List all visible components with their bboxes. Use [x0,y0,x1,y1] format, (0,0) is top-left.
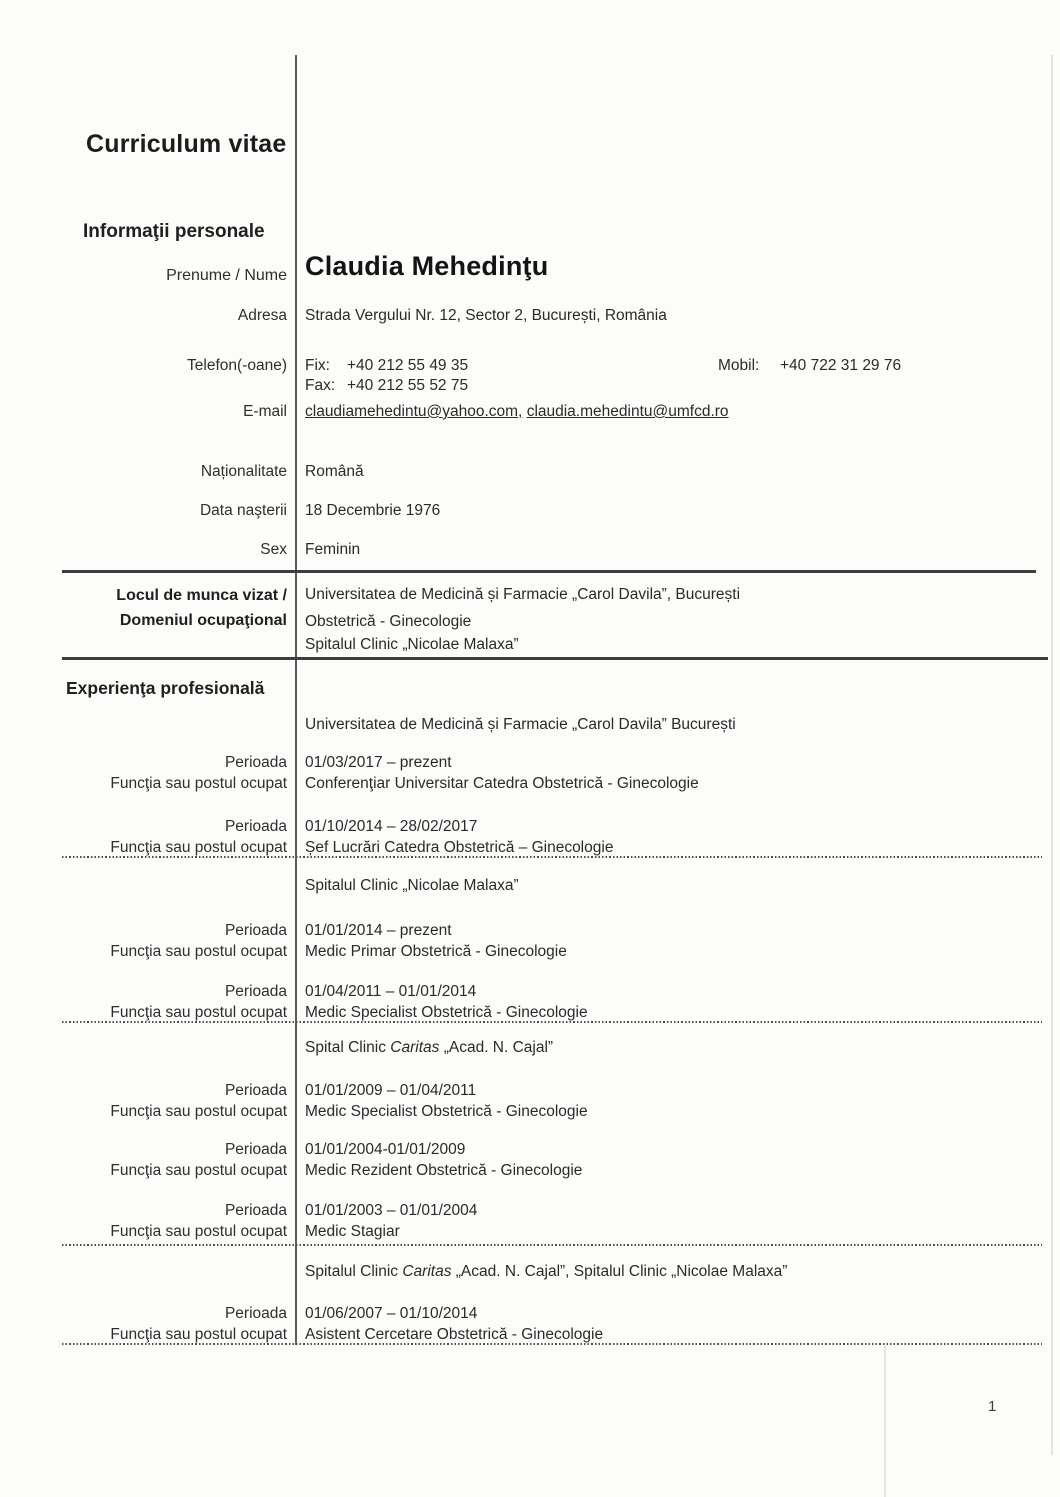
phone-fax-row [305,376,468,396]
fax-value: +40 212 55 52 75 [347,377,469,394]
phone-label: Telefon(-oane) [187,357,287,374]
position-label: Funcţia sau postul ocupat [110,1162,287,1179]
name-value: Claudia Mehedinţu [305,251,549,281]
job-target-label-line1: Locul de munca vizat / [116,587,287,604]
mobil-label: Mobil: [718,357,760,374]
employer-name [305,877,519,895]
phone-fix-row [305,356,468,376]
experience-entry [60,920,567,962]
position-label: Funcţia sau postul ocupat [110,1223,287,1240]
email-link-2: claudia.mehedintu@umfcd.ro [526,403,729,420]
period-label: Perioada [224,983,287,1000]
employer-text-italic: Caritas [390,1039,440,1056]
period-label: Perioada [224,754,287,771]
position-value: Medic Specialist Obstetrică - Ginecologie [305,1103,588,1120]
email-link-1: claudiamehedintu@yahoo.com, [305,403,523,420]
experience-entry [60,816,613,858]
dotted-rule-3 [62,1244,1042,1246]
address-value: Strada Vergului Nr. 12, Sector 2, București, România [305,307,667,324]
employer-text-italic: Caritas [402,1263,452,1280]
employer-text: „Acad. N. Cajal”, Spitalul Clinic „Nicolae Malaxa” [451,1263,788,1280]
experience-entry [60,1080,588,1122]
job-target-value-line2: Obstetrică - Ginecologie [305,613,472,630]
section-heading-experience: Experienţa profesională [66,678,265,698]
position-value: Medic Rezident Obstetrică - Ginecologie [305,1162,583,1179]
birthdate-label: Data naşterii [199,502,287,519]
fix-label: Fix: [305,357,330,374]
nationality-value: Română [305,463,364,480]
period-value: 01/01/2004-01/01/2009 [305,1141,466,1158]
employer-name [305,1039,553,1057]
position-label: Funcţia sau postul ocupat [110,775,287,792]
position-value: Asistent Cercetare Obstetrică - Ginecologie [305,1326,604,1343]
job-target-value-line1: Universitatea de Medicină și Farmacie „Carol Davila”, București [305,586,741,603]
period-value: 01/03/2017 – prezent [305,754,452,771]
experience-entry [60,752,699,794]
section-rule-personal-bottom [62,570,1036,573]
period-value: 01/01/2003 – 01/01/2004 [305,1202,478,1219]
experience-entry [60,981,588,1023]
employer-text: Spitalul Clinic [305,1263,403,1280]
period-value: 01/01/2014 – prezent [305,922,452,939]
period-label: Perioada [224,1082,287,1099]
nationality-label: Naționalitate [200,463,287,480]
position-value: Șef Lucrări Catedra Obstetrică – Ginecologie [305,839,614,856]
address-label: Adresa [237,307,287,324]
employer-name [305,716,736,734]
section-heading-personal: Informaţii personale [83,221,265,242]
scan-edge-artifact-bottom [884,1345,886,1497]
birthdate-value: 18 Decembrie 1976 [305,502,441,519]
job-target-label-line2: Domeniul ocupaţional [119,612,287,629]
employer-name [305,1263,787,1281]
experience-entry [60,1139,582,1181]
document-title: Curriculum vitae [86,130,287,158]
page-number: 1 [988,1398,997,1415]
position-label: Funcţia sau postul ocupat [110,839,287,856]
scan-edge-artifact-right [1051,55,1053,1455]
employer-text: Universitatea de Medicină și Farmacie „Carol Davila” București [305,716,736,733]
name-label: Prenume / Nume [166,267,287,284]
period-label: Perioada [224,922,287,939]
employer-text: Spital Clinic [305,1039,391,1056]
experience-entry [60,1200,477,1242]
email-row [305,402,729,422]
period-value: 01/10/2014 – 28/02/2017 [305,818,478,835]
email-label: E-mail [243,403,287,420]
section-rule-jobtarget-bottom [62,657,1048,660]
period-label: Perioada [224,1141,287,1158]
position-label: Funcţia sau postul ocupat [110,1103,287,1120]
position-label: Funcţia sau postul ocupat [110,943,287,960]
period-label: Perioada [224,818,287,835]
position-value: Medic Stagiar [305,1223,400,1240]
phone-mobil-row [718,356,901,376]
sex-value: Feminin [305,541,361,558]
position-label: Funcţia sau postul ocupat [110,1004,287,1021]
period-value: 01/01/2009 – 01/04/2011 [305,1082,477,1099]
position-value: Medic Specialist Obstetrică - Ginecologie [305,1004,588,1021]
position-value: Medic Primar Obstetrică - Ginecologie [305,943,567,960]
mobil-value: +40 722 31 29 76 [780,357,902,374]
employer-text: „Acad. N. Cajal” [439,1039,554,1056]
position-value: Conferenţiar Universitar Catedra Obstetrică - Ginecologie [305,775,699,792]
period-label: Perioada [224,1305,287,1322]
experience-entry [60,1303,603,1345]
employer-text: Spitalul Clinic „Nicolae Malaxa” [305,877,519,894]
fix-value: +40 212 55 49 35 [347,357,469,374]
period-value: 01/04/2011 – 01/01/2014 [305,983,477,1000]
position-label: Funcţia sau postul ocupat [110,1326,287,1343]
period-label: Perioada [224,1202,287,1219]
period-value: 01/06/2007 – 01/10/2014 [305,1305,478,1322]
fax-label: Fax: [305,377,336,394]
job-target-value-line3: Spitalul Clinic „Nicolae Malaxa” [305,636,519,653]
sex-label: Sex [260,541,287,558]
